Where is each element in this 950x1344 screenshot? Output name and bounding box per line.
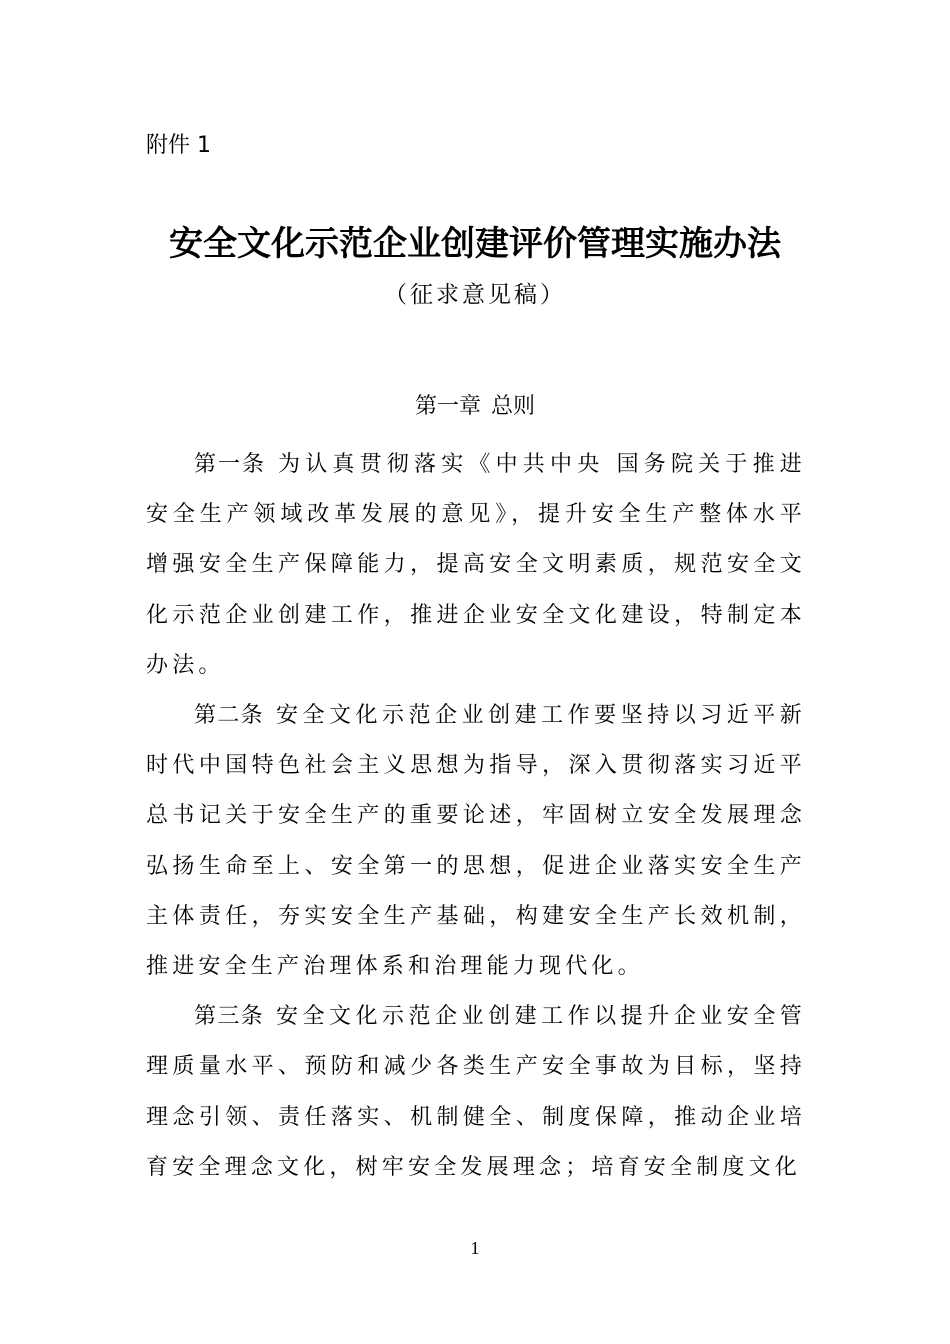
document-body (146, 440, 806, 1193)
article-text: 为认真贯彻落实《中共中央 国务院关于推进安全生产领域改革发展的意见》，提升安全生产整体水平增强安全生产保障能力，提高安全文明素质，规范安全文化示范企业创建工作，推进企业安全文化建设，特制定本办法。 (146, 452, 806, 678)
article-1 (146, 440, 806, 691)
document-subtitle: （征求意见稿） (384, 282, 566, 308)
page-number: 1 (470, 1238, 480, 1258)
chapter-number: 第一章 (414, 394, 481, 419)
article-2 (146, 691, 806, 992)
article-text: 安全文化示范企业创建工作以提升企业安全管理质量水平、预防和减少各类生产安全事故为目标，坚持理念引领、责任落实、机制健全、制度保障，推动企业培育安全理念文化，树牢安全发展理念；培育安全制度文化 (146, 1004, 806, 1180)
article-label: 第一条 (194, 452, 266, 477)
chapter-name: 总则 (491, 394, 536, 419)
article-label: 第二条 (194, 703, 264, 729)
document-title: 安全文化示范企业创建评价管理实施办法 (169, 224, 781, 264)
article-text: 安全文化示范企业创建工作要坚持以习近平新时代中国特色社会主义思想为指导，深入贯彻落实习近平总书记关于安全生产的重要论述，牢固树立安全发展理念弘扬生命至上、安全第一的思想，促进企业落实安全生产主体责任，夯实安全生产基础，构建安全生产长效机制，推进安全生产治理体系和治理能力现代化。 (146, 703, 806, 980)
article-3 (146, 992, 806, 1193)
article-label: 第三条 (194, 1004, 264, 1030)
attachment-label: 附件 1 (146, 133, 211, 158)
chapter-heading (0, 390, 950, 424)
